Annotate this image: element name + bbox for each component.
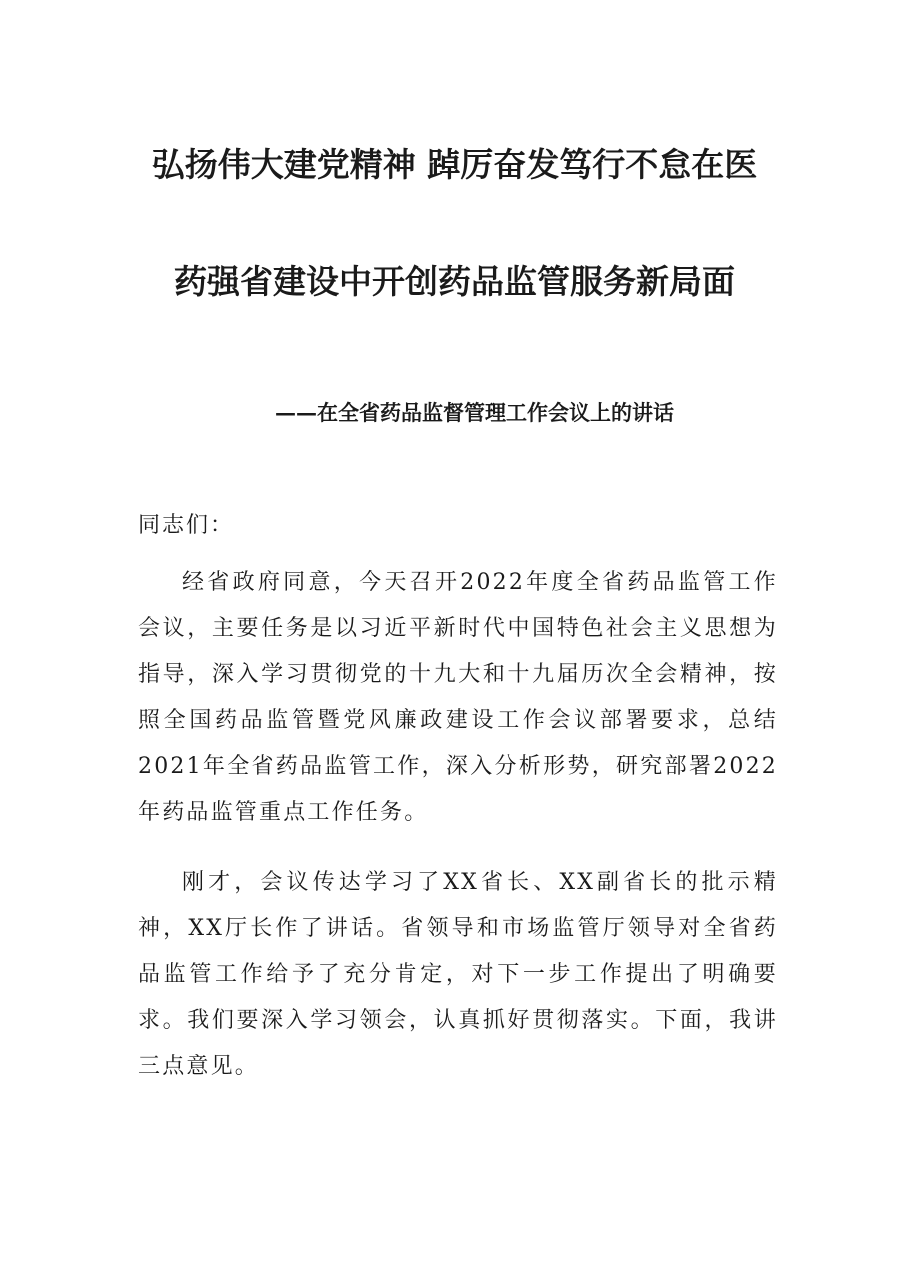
paragraph-text: 刚才，会议传达学习了XX省长、XX副省长的批示精神，XX厅长作了讲话。省领导和市场监管厅领导对全省药品监管工作给予了充分肯定，对下一步工作提出了明确要求。我们要深入学习领会，认真抓好贯彻落实。下面，我讲三点意见。 bbox=[138, 870, 778, 1079]
paragraph-text: 经省政府同意，今天召开2022年度全省药品监管工作会议，主要任务是以习近平新时代中国特色社会主义思想为指导，深入学习贯彻党的十九大和十九届历次全会精神，按照全国药品监管暨党风廉政建设工作会议部署要求，总结2021年全省药品监管工作，深入分析形势，研究部署2022年药品监管重点工作任务。 bbox=[138, 570, 778, 825]
document-title-line-2: 药强省建设中开创药品监管服务新局面 bbox=[174, 262, 735, 301]
body-paragraph-2 bbox=[138, 860, 778, 1090]
document-subtitle: ——在全省药品监督管理工作会议上的讲话 bbox=[275, 400, 674, 425]
salutation: 同志们： bbox=[138, 513, 235, 538]
document-title-line-1: 弘扬伟大建党精神 踔厉奋发笃行不怠在医 bbox=[151, 145, 758, 184]
body-paragraph-1 bbox=[138, 560, 778, 836]
